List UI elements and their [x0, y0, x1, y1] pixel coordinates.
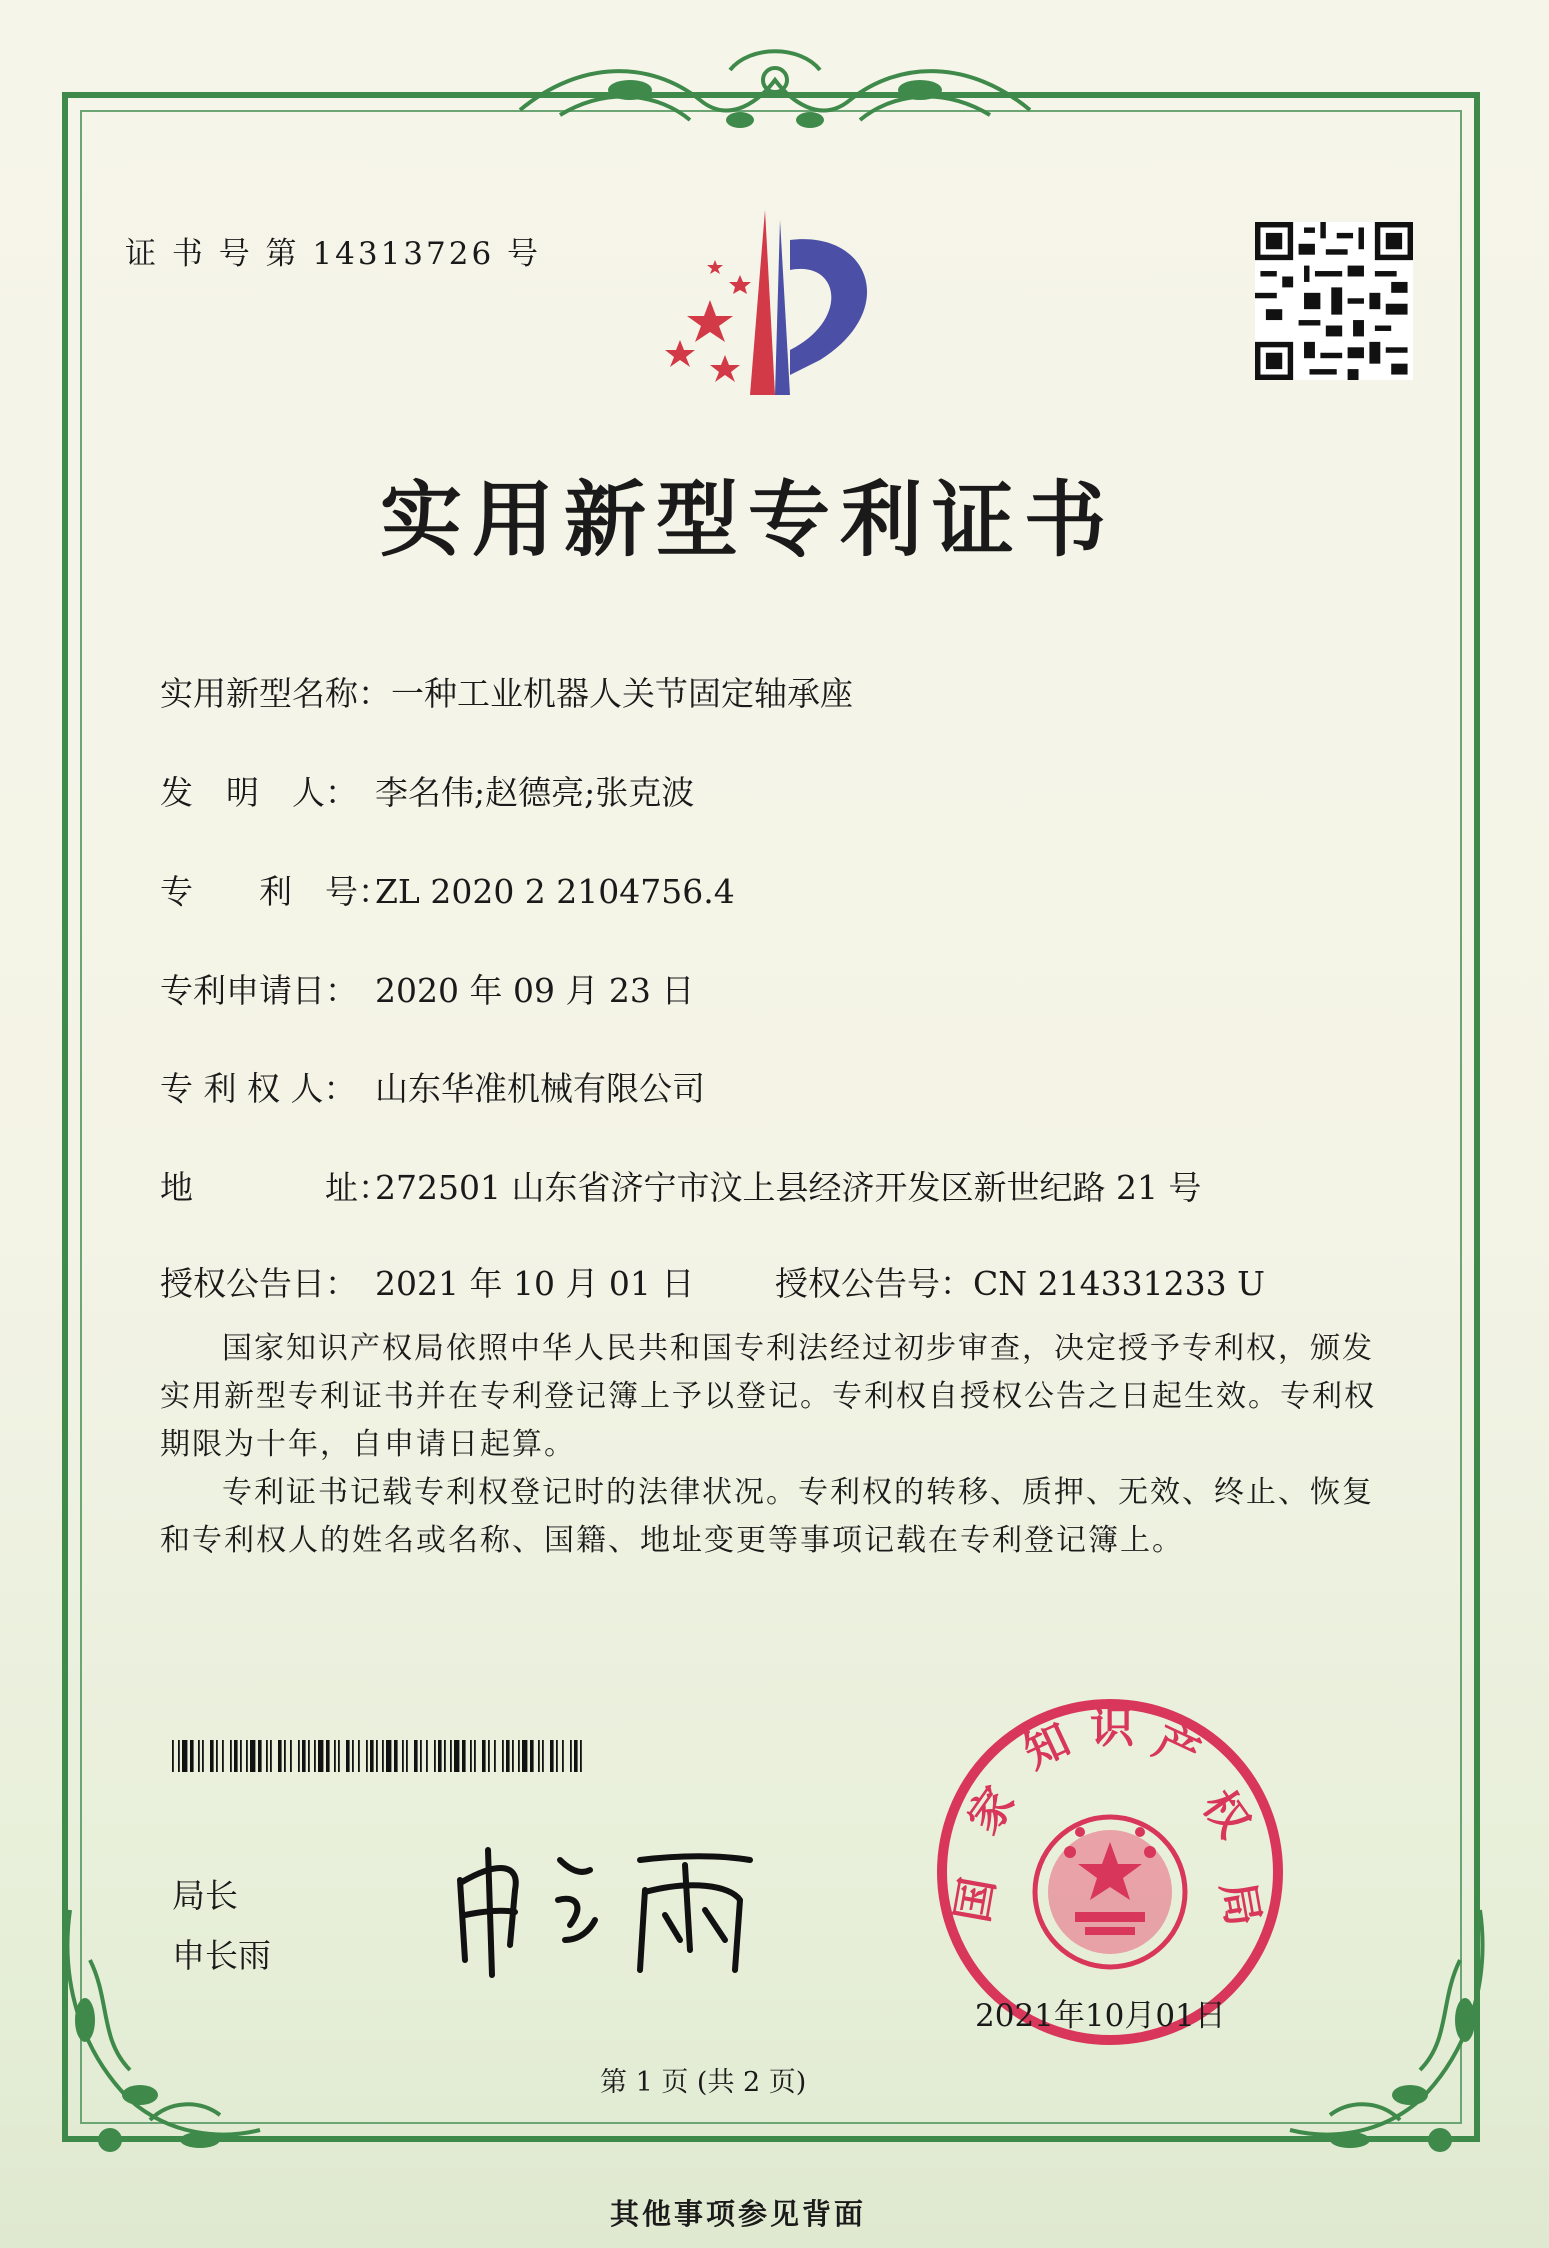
field-value: 一种工业机器人关节固定轴承座: [391, 674, 853, 713]
field-application-date: [160, 965, 694, 1012]
back-note: 其他事项参见背面: [610, 2197, 867, 2231]
field-inventors: [160, 767, 694, 814]
field-value: 李名伟;赵德亮;张克波: [375, 773, 695, 812]
svg-text:国: 国: [946, 1874, 1005, 1927]
svg-text:产: 产: [1145, 1715, 1208, 1781]
field-patent-number: [160, 866, 735, 913]
field-label: 实用新型名称：: [160, 674, 391, 713]
cnipa-logo-icon: [640, 200, 910, 405]
field-utility-model-name: [160, 668, 853, 715]
svg-text:识: 识: [1090, 1702, 1134, 1753]
svg-text:家: 家: [958, 1778, 1026, 1844]
field-label: 授权公告号：: [775, 1264, 973, 1303]
field-grant-number: [775, 1258, 1265, 1305]
legal-text: [160, 1325, 1390, 1565]
director-title: 局长: [172, 1876, 238, 1915]
field-address: [160, 1162, 1201, 1209]
svg-text:知: 知: [1016, 1714, 1078, 1780]
certificate-title: 实用新型专利证书: [380, 473, 1117, 568]
field-label: 专 利 权 人：: [160, 1069, 357, 1108]
field-label: 专利申请日：: [160, 971, 358, 1010]
page-indicator: 第 1 页 (共 2 页): [600, 2067, 807, 2098]
director-signature: [440, 1830, 770, 1980]
svg-text:局: 局: [1210, 1877, 1269, 1931]
field-value: 2020 年 09 月 23 日: [375, 971, 695, 1010]
field-label: 发 明 人：: [160, 773, 358, 812]
director-name: 申长雨: [172, 1936, 271, 1975]
field-label: 地 址：: [160, 1168, 391, 1207]
bottom-right-ornament-icon: [1280, 1900, 1510, 2170]
field-value: 山东华准机械有限公司: [375, 1069, 705, 1108]
field-value: CN 214331233 U: [973, 1264, 1265, 1303]
svg-text:权: 权: [1192, 1781, 1260, 1847]
field-label: 专 利 号：: [160, 872, 391, 911]
field-grant-date: [160, 1258, 694, 1305]
field-value: 272501 山东省济宁市汶上县经济开发区新世纪路 21 号: [375, 1168, 1202, 1207]
field-value: ZL 2020 2 2104756.4: [375, 872, 735, 911]
field-value: 2021 年 10 月 01 日: [375, 1264, 695, 1303]
top-ornament-icon: [500, 40, 1050, 150]
certificate-number: 证 书 号 第 14313726 号: [125, 236, 542, 272]
barcode-icon: [172, 1740, 586, 1772]
legal-paragraph-1: 国家知识产权局依照中华人民共和国专利法经过初步审查，决定授予专利权，颁发实用新型专利证书并在专利登记簿上予以登记。专利权自授权公告之日起生效。专利权期限为十年，自申请日起算。: [160, 1331, 1376, 1462]
seal-date: 2021年10月01日: [975, 1998, 1226, 2034]
legal-paragraph-2: 专利证书记载专利权登记时的法律状况。专利权的转移、质押、无效、终止、恢复和专利权人的姓名或名称、国籍、地址变更等事项记载在专利登记簿上。: [160, 1475, 1374, 1558]
field-label: 授权公告日：: [160, 1264, 358, 1303]
qr-code-icon: [1255, 222, 1413, 380]
field-patentee: [160, 1063, 705, 1110]
